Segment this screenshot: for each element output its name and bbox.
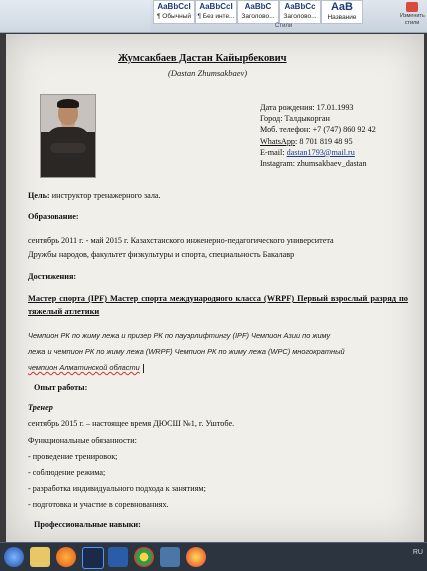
whatsapp-label: WhatsApp [260, 136, 296, 146]
firefox-icon[interactable] [56, 547, 76, 567]
duty-item: - соблюдение режима; [28, 468, 106, 477]
achievements-line-1: Чемпион РК по жиму лежа и призер РК по пауэрлифтингу (IPF) Чемпион Азии по жиму [28, 331, 331, 340]
contact-whatsapp [260, 136, 376, 147]
ribbon [0, 0, 427, 33]
ribbon-left-panel [0, 0, 150, 32]
job-period: сентябрь 2015 г. – настоящее время ДЮСШ №1, г. Уштобе. [28, 419, 235, 428]
achievements-titles: Мастер спорта (IPF) Мастер спорта международного класса (WRPF) Первый взрослый разряд по тяжелый атлетики [28, 294, 408, 316]
style-heading2[interactable] [279, 0, 321, 24]
style-sample: AaBbC [244, 2, 272, 11]
photoshop-icon[interactable] [82, 547, 104, 569]
resume-name: Жумсакбаев Дастан Кайырбекович [118, 53, 287, 64]
change-styles-button[interactable] [400, 2, 424, 27]
taskbar [0, 542, 427, 571]
duty-item: - подготовка и участие в соревнованиях. [28, 500, 169, 509]
duty-item: - разработка индивидуального подхода к занятиям; [28, 484, 206, 493]
education-line-2: Дружбы народов, факультет физкультуры и спорта, специальность Бакалавр [28, 250, 295, 259]
word-icon[interactable] [108, 547, 128, 567]
style-label: Заголово... [241, 13, 275, 20]
styles-group-caption: Стили [275, 23, 293, 29]
style-sample: AaB [330, 1, 353, 13]
education-line-1: сентябрь 2011 г. - май 2015 г. Казахстанского инженерно-педагогического университета [28, 236, 334, 245]
document-page[interactable] [6, 34, 424, 542]
whatsapp-number: : 8 701 819 48 95 [295, 136, 353, 146]
goal-label: Цель: [28, 191, 50, 200]
email-link[interactable]: dastan1793@mail.ru [286, 147, 355, 157]
style-label: Название [327, 14, 357, 21]
job-title: Тренер [28, 403, 53, 412]
resume-name-latin: (Dastan Zhumsakbaev) [168, 68, 248, 78]
skills-heading: Профессиональные навыки: [34, 520, 141, 529]
goal-text: инструктор тренажерного зала. [49, 191, 161, 200]
contact-instagram: Instagram: zhumsakbaev_dastan [260, 159, 367, 169]
experience-heading: Опыт работы: [34, 383, 88, 392]
style-title[interactable] [321, 0, 363, 24]
change-styles-label: Изменить стили [400, 13, 425, 26]
contact-mobile: Моб. телефон: +7 (747) 860 92 42 [260, 125, 376, 135]
change-styles-icon [406, 2, 418, 12]
style-label: Заголово... [283, 13, 317, 20]
contact-block [260, 102, 376, 169]
style-label: ¶ Без инте... [197, 13, 235, 20]
tray-language[interactable]: RU [412, 549, 423, 556]
contact-email [260, 147, 376, 158]
text-cursor [143, 364, 144, 373]
education-heading: Образование: [28, 212, 79, 221]
email-label: E-mail: [260, 147, 287, 157]
style-sample: AaBbCcI [199, 2, 233, 11]
vk-icon[interactable] [160, 547, 180, 567]
achievements-line-3 [28, 363, 144, 373]
achievements-line-3-text: чемпион Алматинской области [28, 363, 140, 372]
contact-city: Город: Талдыкорган [260, 114, 330, 124]
achievements-line-2: лежа и чемпион РК по жиму лежа (WRPF) Чемпион РК по жиму лежа (WPC) многократный [28, 347, 345, 356]
style-normal[interactable] [153, 0, 195, 24]
start-icon[interactable] [4, 547, 24, 567]
yandex-icon[interactable] [186, 547, 206, 567]
contact-dob: Дата рождения: 17.01.1993 [260, 103, 354, 112]
chrome-icon[interactable] [134, 547, 154, 567]
achievements-heading: Достижения: [28, 272, 77, 281]
style-label: ¶ Обычный [156, 13, 192, 20]
style-sample: AaBbCc [284, 2, 316, 11]
goal-line [28, 191, 161, 200]
duties-label: Функциональные обязанности: [28, 436, 137, 445]
profile-photo [40, 94, 96, 178]
style-heading1[interactable] [237, 0, 279, 24]
style-no-spacing[interactable] [195, 0, 237, 24]
style-sample: AaBbCcI [157, 2, 191, 11]
duty-item: - проведение тренировок; [28, 452, 118, 461]
explorer-icon[interactable] [30, 547, 50, 567]
